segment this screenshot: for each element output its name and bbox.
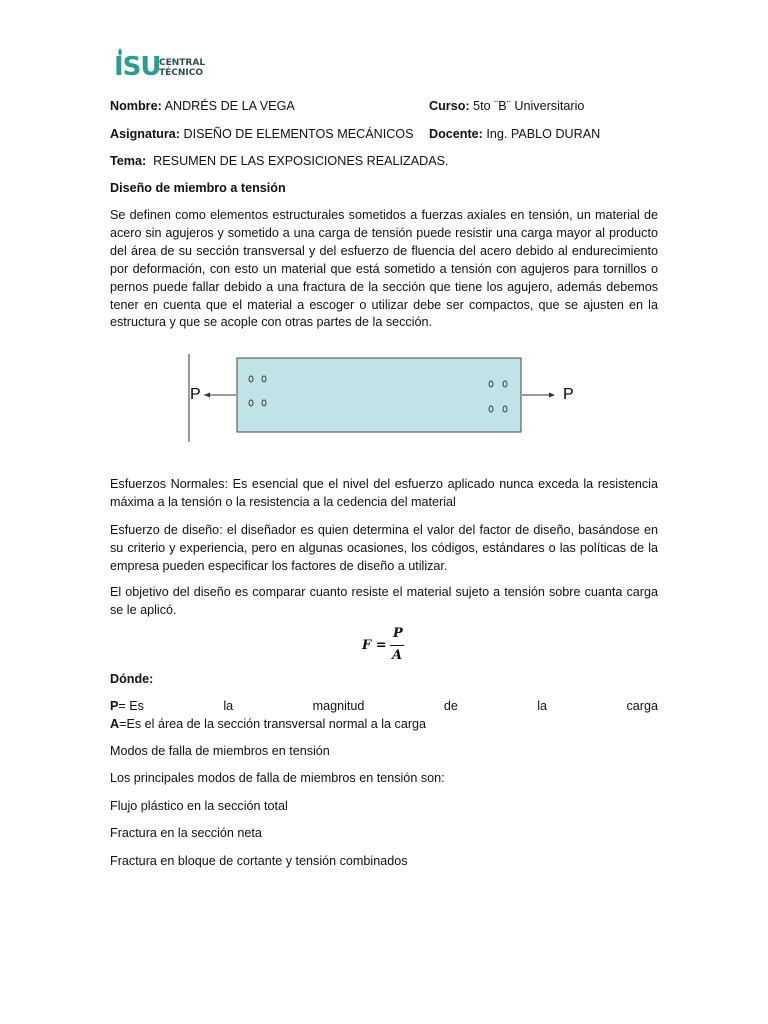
fraction-bar [390, 645, 404, 646]
def-p-word: la [223, 699, 234, 713]
formula-numerator: P [393, 626, 403, 641]
nombre-line [110, 97, 295, 115]
tema-line [110, 152, 449, 170]
def-p-line [110, 697, 658, 715]
nombre-label: Nombre: [110, 99, 162, 113]
nombre-value: ANDRÉS DE LA VEGA [164, 99, 295, 113]
logo-subtitle [159, 58, 205, 78]
formula-denominator: A [392, 648, 403, 663]
def-p-word: de [443, 699, 458, 713]
def-p-first: P= Es [110, 699, 144, 713]
curso-value: 5to ¨B¨ Universitario [473, 99, 585, 113]
def-a-line: A=Es el área de la sección transversal normal a la carga [110, 717, 427, 731]
def-p-word: carga [626, 699, 658, 713]
section-title: Diseño de miembro a tensión [110, 181, 286, 195]
modo-item: Fractura en bloque de cortante y tensión combinados [110, 854, 408, 868]
asignatura-label: Asignatura: [110, 127, 180, 141]
objetivo-paragraph: El objetivo del diseño es comparar cuanto resiste el material sujeto a tensión sobre cuanta carga se le aplicó. [110, 585, 658, 617]
asignatura-line [110, 125, 413, 143]
curso-label: Curso: [429, 99, 470, 113]
right-arrow-icon [549, 393, 555, 398]
left-force-label: P [190, 386, 201, 403]
docente-label: Docente: [429, 127, 483, 141]
logo-line2: TÉCNICO [159, 68, 204, 78]
plate-rect [237, 358, 521, 432]
formula-lhs: F = [362, 638, 387, 653]
def-p-word: la [537, 699, 548, 713]
tema-label: Tema: [110, 154, 147, 168]
modo-item: Fractura en la sección neta [110, 826, 262, 840]
right-force-label: P [563, 386, 574, 403]
docente-line [429, 125, 600, 143]
left-arrow-icon [204, 393, 210, 398]
donde-label: Dónde: [110, 672, 154, 686]
tema-value: RESUMEN DE LAS EXPOSICIONES REALIZADAS. [153, 154, 449, 168]
modos-title: Modos de falla de miembros en tensión [110, 744, 330, 758]
esfuerzo-diseno-paragraph: Esfuerzo de diseño: el diseñador es quien determina el valor del factor de diseño, basándose en su criterio y experiencia, pero en algunas ocasiones, los códigos, estándares o las políticas de la empresa pueden especificar los factores de diseño a utilizar. [110, 523, 658, 573]
esfuerzos-normales-paragraph: Esfuerzos Normales: Es esencial que el nivel del esfuerzo aplicado nunca exceda la resistencia máxima a la tensión o la resistencia a la cedencia del material [110, 477, 658, 509]
asignatura-value: DISEÑO DE ELEMENTOS MECÁNICOS [183, 127, 414, 141]
modos-intro: Los principales modos de falla de miembros en tensión son: [110, 771, 445, 785]
intro-paragraph: Se definen como elementos estructurales sometidos a fuerzas axiales en tensión, un material de acero sin agujeros y sometido a una carga de tensión puede resistir una carga mayor al producto del área de su sección transversal y del esfuerzo de fluencia del acero debido al endurecimiento por deformación, con esto un material que está sometido a tensión con agujeros para tornillos o pernos puede fallar debido a una fractura de la sección que tiene los agujero, además debemos tener en cuenta que el material a escoger o utilizar debe ser compactos, que se ajusten en la estructura y que se acople con otras partes de la sección. [110, 208, 658, 330]
formula [362, 626, 412, 666]
isu-logo [114, 52, 224, 82]
tension-member-figure [180, 352, 590, 444]
curso-line [429, 97, 584, 115]
docente-value: Ing. PABLO DURAN [486, 127, 601, 141]
logo-line1: CENTRAL [159, 58, 206, 68]
logo-brand: ISU [114, 52, 161, 82]
modo-item: Flujo plástico en la sección total [110, 799, 288, 813]
def-p-word: magnitud [312, 699, 365, 713]
